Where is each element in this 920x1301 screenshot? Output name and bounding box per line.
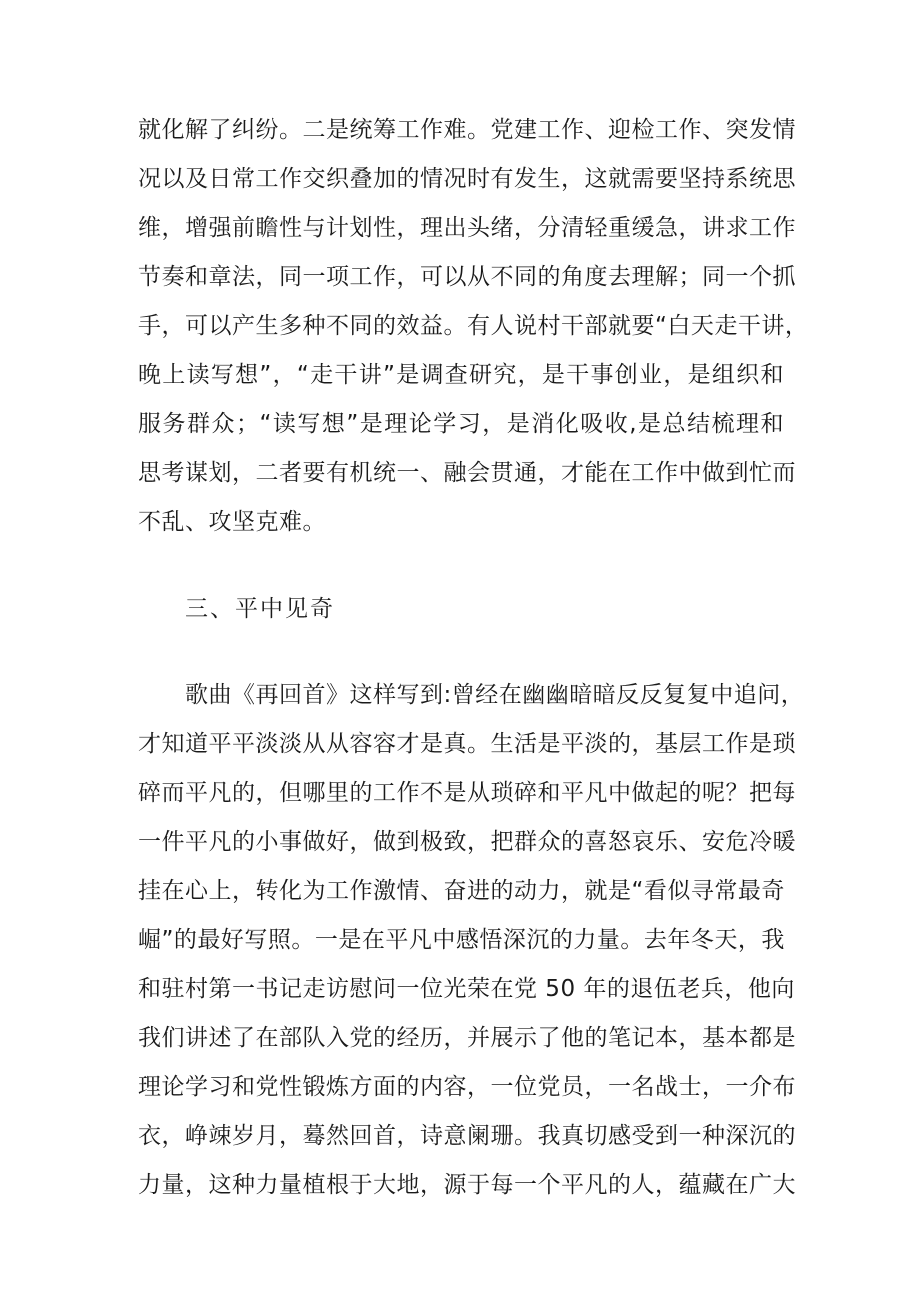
paragraph-line: 碎而平凡的，但哪里的工作不是从琐碎和平凡中做起的呢？把每 [138,780,796,806]
paragraph-line: 节奏和章法，同一项工作，可以从不同的角度去理解；同一个抓 [138,264,796,290]
paragraph-line: 就化解了纠纷。二是统筹工作难。党建工作、迎检工作、突发情 [138,117,796,143]
paragraph-line: 理论学习和党性锻炼方面的内容，一位党员，一名战士，一介布 [138,1074,796,1100]
paragraph-line: 维，增强前瞻性与计划性，理出头绪，分清轻重缓急，讲求工作 [138,215,796,241]
paragraph-line: 况以及日常工作交织叠加的情况时有发生，这就需要坚持系统思 [138,166,796,192]
paragraph-line: 服务群众；“读写想”是理论学习，是消化吸收,是总结梳理和 [138,411,784,437]
paragraph-line: 崛”的最好写照。一是在平凡中感悟深沉的力量。去年冬天，我 [138,927,785,953]
paragraph-line: 才知道平平淡淡从从容容才是真。生活是平淡的，基层工作是琐 [138,731,796,757]
paragraph-line: 歌曲《再回首》这样写到:曾经在幽幽暗暗反反复复中追问， [185,682,805,708]
paragraph-line: 手，可以产生多种不同的效益。有人说村干部就要“白天走干讲， [138,313,809,339]
paragraph-line: 一件平凡的小事做好，做到极致，把群众的喜怒哀乐、安危冷暖 [138,829,796,855]
paragraph-line: 衣，峥竦岁月，蓦然回首，诗意阑珊。我真切感受到一种深沉的 [138,1123,796,1149]
paragraph-line: 和驻村第一书记走访慰问一位光荣在党 50 年的退伍老兵，他向 [138,976,795,1002]
paragraph-line: 不乱、攻坚克难。 [138,509,326,535]
paragraph-line: 挂在心上，转化为工作激情、奋进的动力，就是“看似寻常最奇 [138,878,785,904]
paragraph-line: 力量，这种力量植根于大地，源于每一个平凡的人，蕴藏在广大 [138,1172,796,1198]
paragraph-line: 晚上读写想”，“走干讲”是调查研究，是干事创业，是组织和 [138,362,784,388]
section-heading: 三、平中见奇 [185,596,335,622]
paragraph-line: 思考谋划，二者要有机统一、融会贯通，才能在工作中做到忙而 [138,460,796,486]
paragraph-line: 我们讲述了在部队入党的经历，并展示了他的笔记本，基本都是 [138,1025,796,1051]
